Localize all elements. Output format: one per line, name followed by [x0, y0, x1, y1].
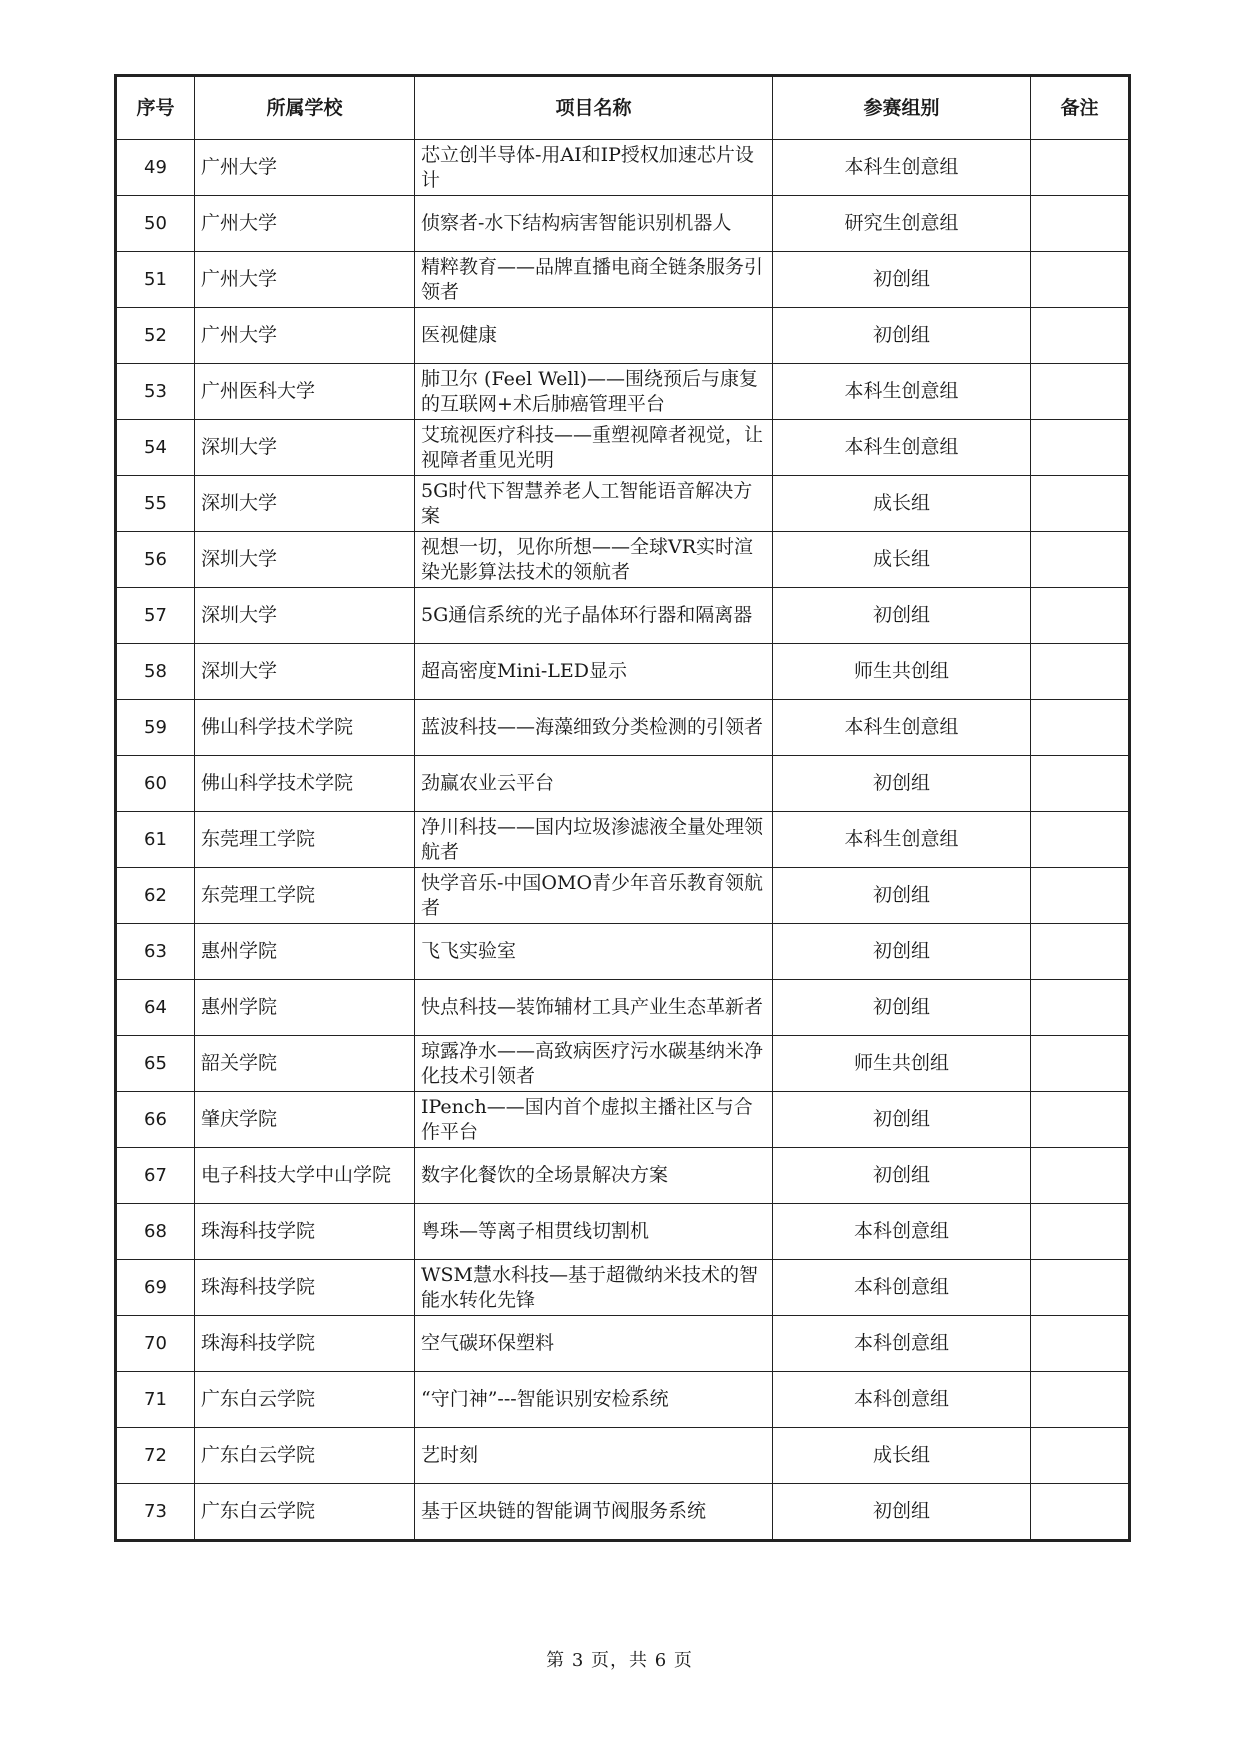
- cell-school: 惠州学院: [195, 980, 415, 1036]
- header-project-name: 项目名称: [415, 77, 773, 140]
- table-row: [117, 196, 1129, 252]
- cell-serial-number: 71: [117, 1372, 195, 1428]
- project-roster-table: [116, 76, 1129, 1540]
- table-row: [117, 756, 1129, 812]
- cell-school: 电子科技大学中山学院: [195, 1148, 415, 1204]
- cell-remarks: [1031, 700, 1129, 756]
- cell-competition-group: 本科创意组: [773, 1316, 1031, 1372]
- cell-serial-number: 70: [117, 1316, 195, 1372]
- cell-competition-group: 成长组: [773, 1428, 1031, 1484]
- cell-serial-number: 62: [117, 868, 195, 924]
- cell-school: 东莞理工学院: [195, 812, 415, 868]
- cell-remarks: [1031, 364, 1129, 420]
- table-row: [117, 1372, 1129, 1428]
- cell-remarks: [1031, 1036, 1129, 1092]
- table-row: [117, 1092, 1129, 1148]
- page-number-text: 第 3 页，共 6 页: [546, 1650, 693, 1671]
- table-row: [117, 1148, 1129, 1204]
- cell-serial-number: 61: [117, 812, 195, 868]
- table-row: [117, 420, 1129, 476]
- cell-remarks: [1031, 532, 1129, 588]
- table-header-row: [117, 77, 1129, 140]
- header-remarks: 备注: [1031, 77, 1129, 140]
- header-school: 所属学校: [195, 77, 415, 140]
- cell-serial-number: 69: [117, 1260, 195, 1316]
- cell-school: 佛山科学技术学院: [195, 756, 415, 812]
- table-row: [117, 1316, 1129, 1372]
- cell-serial-number: 54: [117, 420, 195, 476]
- cell-remarks: [1031, 812, 1129, 868]
- cell-project-name: 粤珠—等离子相贯线切割机: [415, 1204, 773, 1260]
- cell-project-name: 5G时代下智慧养老人工智能语音解决方案: [415, 476, 773, 532]
- cell-project-name: 蓝波科技——海藻细致分类检测的引领者: [415, 700, 773, 756]
- cell-school: 珠海科技学院: [195, 1316, 415, 1372]
- cell-competition-group: 初创组: [773, 252, 1031, 308]
- header-serial-number: 序号: [117, 77, 195, 140]
- cell-project-name: 艾琉视医疗科技——重塑视障者视觉，让视障者重见光明: [415, 420, 773, 476]
- cell-project-name: 艺时刻: [415, 1428, 773, 1484]
- cell-competition-group: 初创组: [773, 588, 1031, 644]
- cell-competition-group: 本科生创意组: [773, 140, 1031, 196]
- cell-competition-group: 成长组: [773, 476, 1031, 532]
- cell-serial-number: 67: [117, 1148, 195, 1204]
- cell-remarks: [1031, 868, 1129, 924]
- cell-school: 广东白云学院: [195, 1372, 415, 1428]
- cell-school: 东莞理工学院: [195, 868, 415, 924]
- cell-remarks: [1031, 1204, 1129, 1260]
- cell-competition-group: 初创组: [773, 756, 1031, 812]
- cell-project-name: 视想一切，见你所想——全球VR实时渲染光影算法技术的领航者: [415, 532, 773, 588]
- cell-project-name: “守门神”---智能识别安检系统: [415, 1372, 773, 1428]
- cell-competition-group: 本科创意组: [773, 1260, 1031, 1316]
- cell-project-name: 医视健康: [415, 308, 773, 364]
- table-row: [117, 252, 1129, 308]
- cell-project-name: 精粹教育——品牌直播电商全链条服务引领者: [415, 252, 773, 308]
- cell-competition-group: 师生共创组: [773, 1036, 1031, 1092]
- cell-competition-group: 本科生创意组: [773, 812, 1031, 868]
- table-row: [117, 1260, 1129, 1316]
- cell-school: 深圳大学: [195, 476, 415, 532]
- cell-remarks: [1031, 308, 1129, 364]
- table-row: [117, 1204, 1129, 1260]
- cell-remarks: [1031, 1316, 1129, 1372]
- cell-project-name: 劲赢农业云平台: [415, 756, 773, 812]
- cell-serial-number: 49: [117, 140, 195, 196]
- cell-school: 惠州学院: [195, 924, 415, 980]
- cell-project-name: 侦察者-水下结构病害智能识别机器人: [415, 196, 773, 252]
- cell-project-name: IPench——国内首个虚拟主播社区与合作平台: [415, 1092, 773, 1148]
- cell-school: 深圳大学: [195, 644, 415, 700]
- cell-school: 深圳大学: [195, 588, 415, 644]
- cell-serial-number: 58: [117, 644, 195, 700]
- cell-remarks: [1031, 476, 1129, 532]
- cell-school: 广东白云学院: [195, 1484, 415, 1540]
- table-row: [117, 980, 1129, 1036]
- cell-competition-group: 本科生创意组: [773, 420, 1031, 476]
- cell-competition-group: 本科创意组: [773, 1204, 1031, 1260]
- cell-remarks: [1031, 588, 1129, 644]
- cell-remarks: [1031, 1092, 1129, 1148]
- cell-project-name: 快学音乐-中国OMO青少年音乐教育领航者: [415, 868, 773, 924]
- table-row: [117, 476, 1129, 532]
- cell-project-name: 基于区块链的智能调节阀服务系统: [415, 1484, 773, 1540]
- cell-competition-group: 研究生创意组: [773, 196, 1031, 252]
- cell-school: 深圳大学: [195, 420, 415, 476]
- cell-serial-number: 73: [117, 1484, 195, 1540]
- cell-remarks: [1031, 1148, 1129, 1204]
- cell-serial-number: 52: [117, 308, 195, 364]
- table-row: [117, 924, 1129, 980]
- cell-school: 肇庆学院: [195, 1092, 415, 1148]
- cell-remarks: [1031, 1428, 1129, 1484]
- cell-school: 佛山科学技术学院: [195, 700, 415, 756]
- cell-school: 广州大学: [195, 196, 415, 252]
- cell-school: 广州大学: [195, 308, 415, 364]
- cell-serial-number: 51: [117, 252, 195, 308]
- cell-school: 广州大学: [195, 252, 415, 308]
- cell-remarks: [1031, 252, 1129, 308]
- cell-remarks: [1031, 756, 1129, 812]
- cell-serial-number: 72: [117, 1428, 195, 1484]
- cell-competition-group: 初创组: [773, 308, 1031, 364]
- cell-school: 广州医科大学: [195, 364, 415, 420]
- cell-competition-group: 初创组: [773, 1092, 1031, 1148]
- cell-serial-number: 64: [117, 980, 195, 1036]
- cell-competition-group: 师生共创组: [773, 644, 1031, 700]
- cell-competition-group: 初创组: [773, 1148, 1031, 1204]
- cell-remarks: [1031, 980, 1129, 1036]
- cell-remarks: [1031, 1372, 1129, 1428]
- cell-school: 深圳大学: [195, 532, 415, 588]
- table-row: [117, 1484, 1129, 1540]
- cell-competition-group: 初创组: [773, 980, 1031, 1036]
- table-row: [117, 812, 1129, 868]
- cell-project-name: 超高密度Mini-LED显示: [415, 644, 773, 700]
- cell-serial-number: 56: [117, 532, 195, 588]
- cell-serial-number: 55: [117, 476, 195, 532]
- cell-project-name: 5G通信系统的光子晶体环行器和隔离器: [415, 588, 773, 644]
- table-row: [117, 868, 1129, 924]
- cell-remarks: [1031, 196, 1129, 252]
- cell-remarks: [1031, 1260, 1129, 1316]
- cell-competition-group: 初创组: [773, 868, 1031, 924]
- cell-serial-number: 53: [117, 364, 195, 420]
- page-footer: [0, 1646, 1239, 1672]
- cell-serial-number: 60: [117, 756, 195, 812]
- header-competition-group: 参赛组别: [773, 77, 1031, 140]
- table-row: [117, 1036, 1129, 1092]
- cell-project-name: 肺卫尔 (Feel Well)——围绕预后与康复的互联网+术后肺癌管理平台: [415, 364, 773, 420]
- cell-serial-number: 50: [117, 196, 195, 252]
- cell-project-name: 空气碳环保塑料: [415, 1316, 773, 1372]
- table-row: [117, 140, 1129, 196]
- cell-competition-group: 本科生创意组: [773, 364, 1031, 420]
- cell-project-name: 芯立创半导体-用AI和IP授权加速芯片设计: [415, 140, 773, 196]
- cell-serial-number: 63: [117, 924, 195, 980]
- table-row: [117, 364, 1129, 420]
- cell-serial-number: 66: [117, 1092, 195, 1148]
- table-row: [117, 700, 1129, 756]
- table-row: [117, 308, 1129, 364]
- table-row: [117, 588, 1129, 644]
- cell-serial-number: 57: [117, 588, 195, 644]
- cell-serial-number: 59: [117, 700, 195, 756]
- cell-school: 广州大学: [195, 140, 415, 196]
- cell-competition-group: 本科生创意组: [773, 700, 1031, 756]
- table-row: [117, 644, 1129, 700]
- cell-serial-number: 68: [117, 1204, 195, 1260]
- cell-project-name: 数字化餐饮的全场景解决方案: [415, 1148, 773, 1204]
- cell-competition-group: 成长组: [773, 532, 1031, 588]
- cell-project-name: 飞飞实验室: [415, 924, 773, 980]
- cell-project-name: WSM慧水科技—基于超微纳米技术的智能水转化先锋: [415, 1260, 773, 1316]
- cell-serial-number: 65: [117, 1036, 195, 1092]
- cell-remarks: [1031, 644, 1129, 700]
- cell-remarks: [1031, 1484, 1129, 1540]
- cell-competition-group: 初创组: [773, 1484, 1031, 1540]
- cell-competition-group: 初创组: [773, 924, 1031, 980]
- cell-project-name: 快点科技—装饰辅材工具产业生态革新者: [415, 980, 773, 1036]
- table-row: [117, 1428, 1129, 1484]
- cell-remarks: [1031, 924, 1129, 980]
- table-row: [117, 532, 1129, 588]
- cell-school: 韶关学院: [195, 1036, 415, 1092]
- cell-school: 珠海科技学院: [195, 1260, 415, 1316]
- cell-project-name: 净川科技——国内垃圾渗滤液全量处理领航者: [415, 812, 773, 868]
- cell-competition-group: 本科创意组: [773, 1372, 1031, 1428]
- cell-project-name: 琼露净水——高致病医疗污水碳基纳米净化技术引领者: [415, 1036, 773, 1092]
- cell-remarks: [1031, 420, 1129, 476]
- cell-remarks: [1031, 140, 1129, 196]
- table-body: [117, 140, 1129, 1540]
- cell-school: 广东白云学院: [195, 1428, 415, 1484]
- cell-school: 珠海科技学院: [195, 1204, 415, 1260]
